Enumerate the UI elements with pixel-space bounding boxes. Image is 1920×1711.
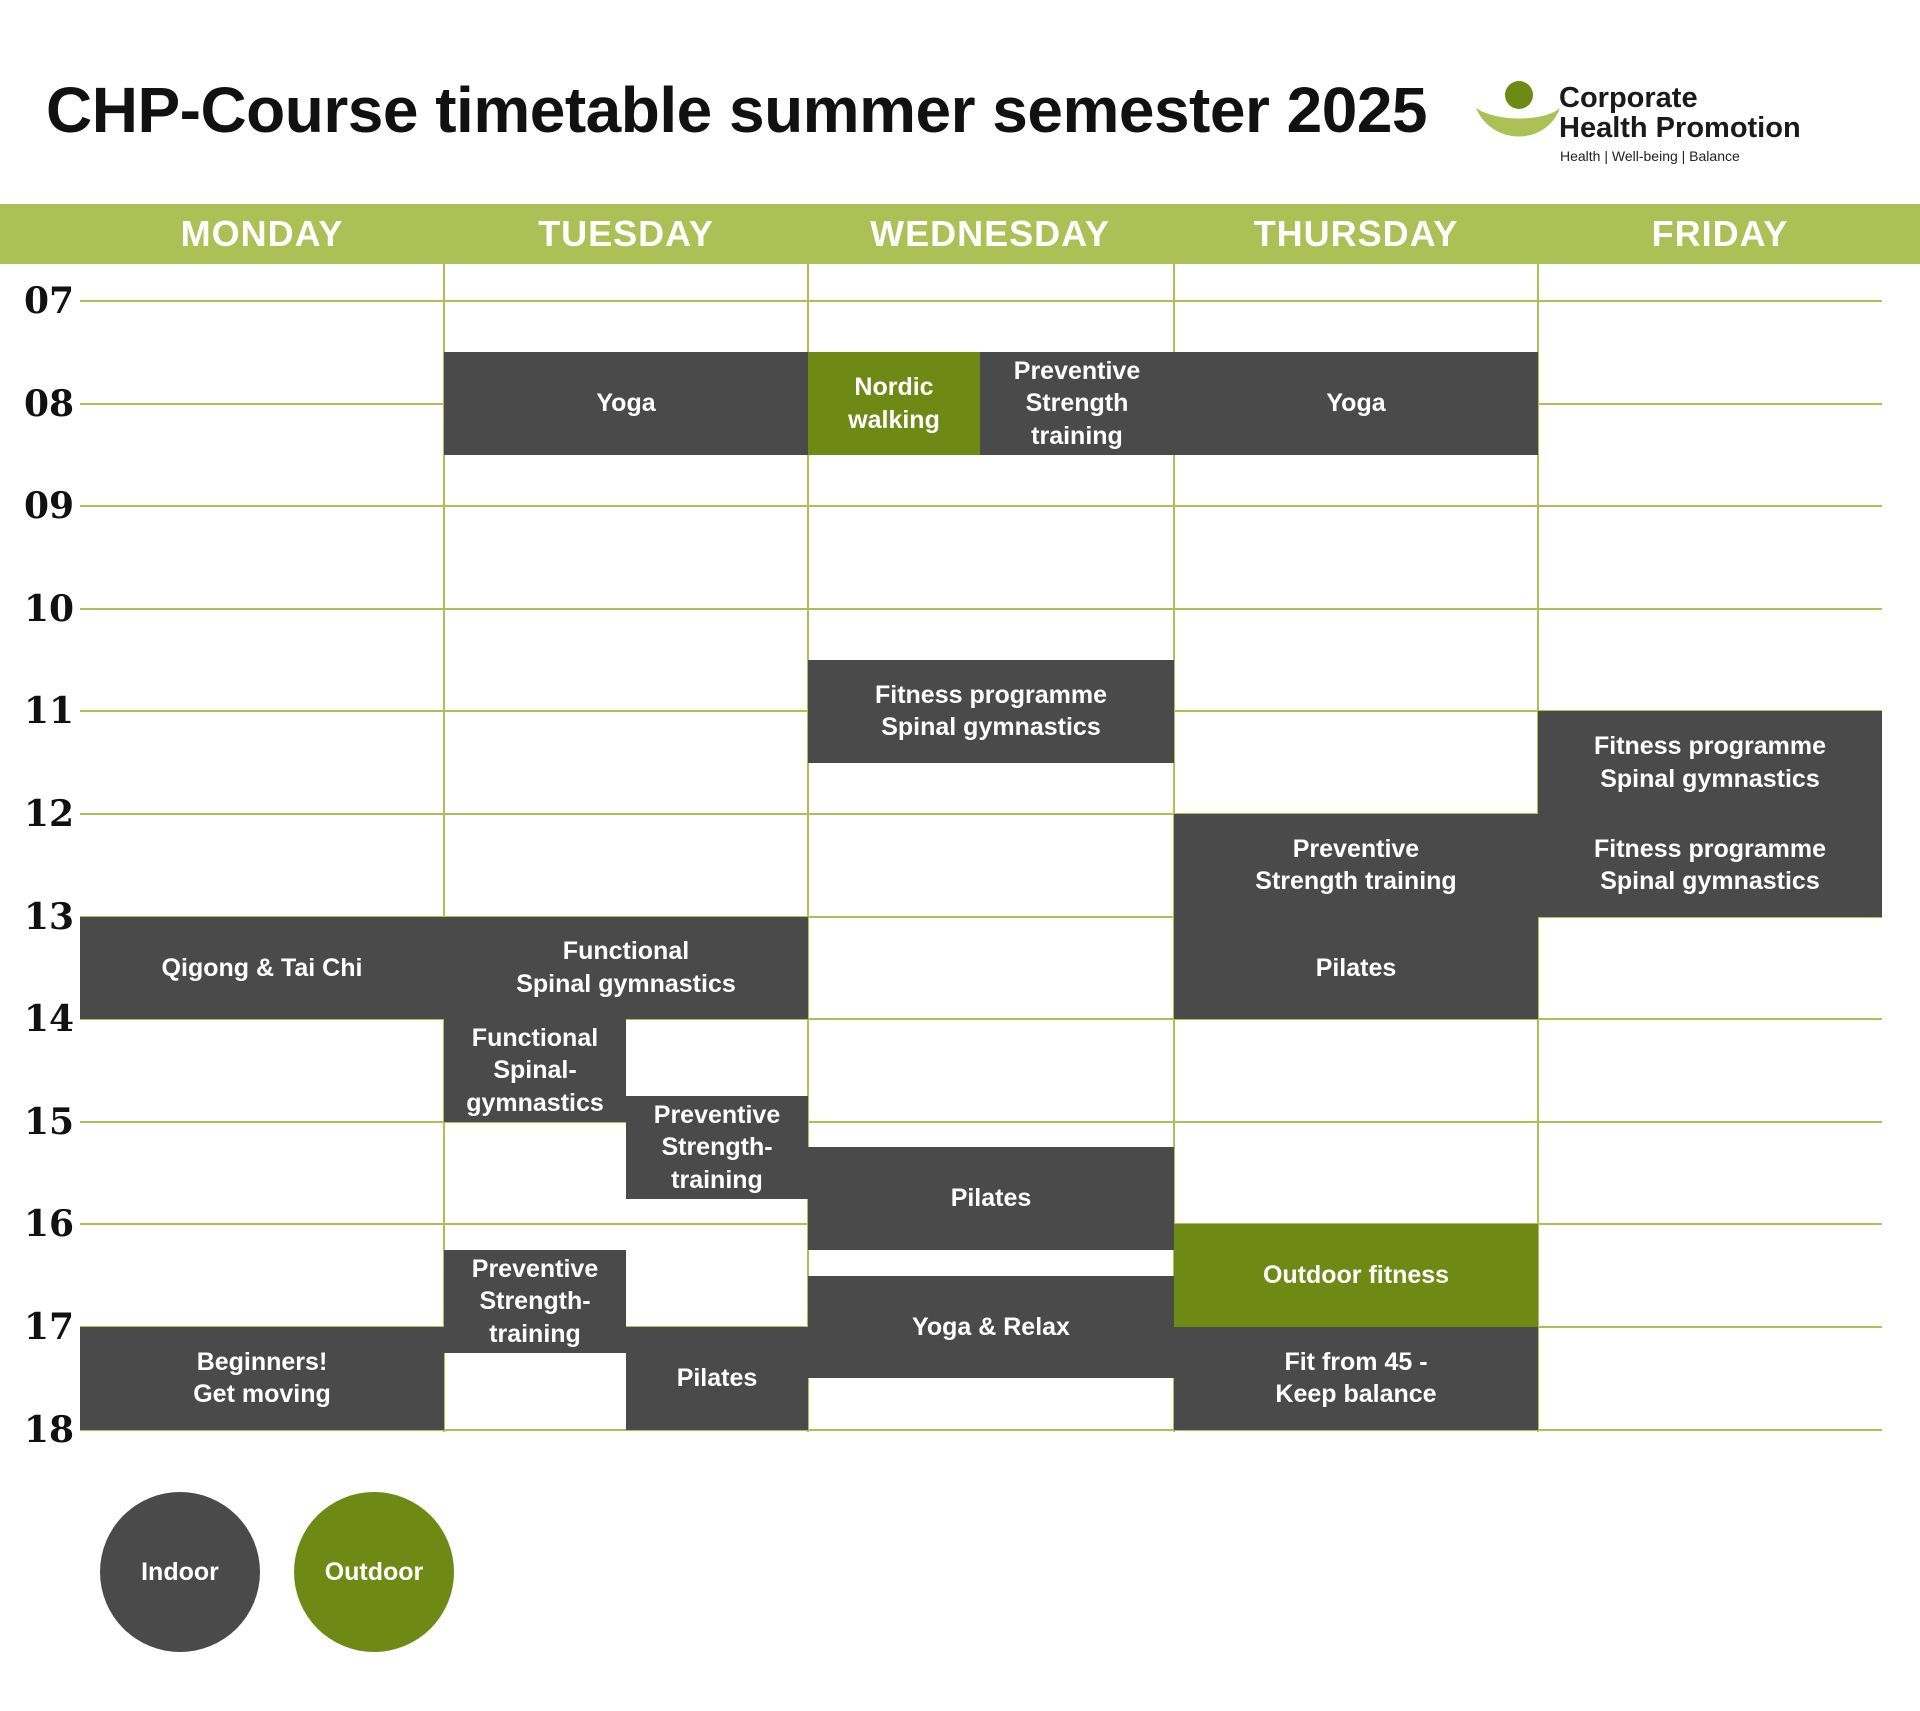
chp-logo-icon bbox=[1474, 78, 1564, 148]
course-block: Fit from 45 - Keep balance bbox=[1174, 1327, 1538, 1430]
hour-label: 11 bbox=[24, 690, 75, 733]
course-block: Nordic walking bbox=[808, 352, 980, 455]
logo-name-line1: Corporate bbox=[1559, 82, 1698, 114]
day-header-thursday: THURSDAY bbox=[1253, 213, 1459, 254]
course-block: Pilates bbox=[808, 1147, 1174, 1250]
hour-label: 18 bbox=[24, 1408, 75, 1451]
hour-label: 09 bbox=[24, 485, 75, 528]
day-header-wednesday: WEDNESDAY bbox=[870, 213, 1110, 254]
hour-label: 17 bbox=[24, 1306, 75, 1348]
course-block: Pilates bbox=[626, 1327, 808, 1430]
legend-indoor: Indoor bbox=[100, 1492, 260, 1652]
hour-label: 08 bbox=[24, 382, 75, 425]
course-block: Pilates bbox=[1174, 917, 1538, 1020]
course-block: Fitness programme Spinal gymnastics bbox=[1538, 711, 1882, 814]
hour-gridline bbox=[80, 1121, 1882, 1123]
course-block: Preventive Strength- training bbox=[626, 1096, 808, 1199]
weekday-header bbox=[0, 204, 1920, 264]
chp-logo bbox=[1474, 78, 1834, 168]
course-block: Qigong & Tai Chi bbox=[80, 917, 444, 1020]
day-header-friday: FRIDAY bbox=[1651, 213, 1789, 254]
day-header-tuesday: TUESDAY bbox=[538, 213, 714, 254]
course-block: Functional Spinal gymnastics bbox=[444, 917, 808, 1020]
course-block: Functional Spinal- gymnastics bbox=[444, 1019, 626, 1122]
logo-tagline: Health | Well-being | Balance bbox=[1560, 148, 1740, 164]
course-block: Yoga & Relax bbox=[808, 1276, 1174, 1379]
hour-gridline bbox=[80, 300, 1882, 302]
day-header-monday: MONDAY bbox=[180, 213, 344, 254]
hour-gridline bbox=[80, 505, 1882, 507]
hour-label: 13 bbox=[24, 895, 75, 938]
course-block: Fitness programme Spinal gymnastics bbox=[808, 660, 1174, 763]
page-title: CHP-Course timetable summer semester 2025 bbox=[46, 74, 1427, 146]
course-block: Beginners! Get moving bbox=[80, 1327, 444, 1430]
legend-outdoor: Outdoor bbox=[294, 1492, 454, 1652]
hour-gridline bbox=[80, 608, 1882, 610]
course-block: Fitness programme Spinal gymnastics bbox=[1538, 814, 1882, 917]
course-block: Yoga bbox=[1174, 352, 1538, 455]
course-block: Preventive Strength training bbox=[980, 352, 1174, 455]
course-block: Preventive Strength- training bbox=[444, 1250, 626, 1353]
logo-name-line2: Health Promotion bbox=[1559, 112, 1801, 144]
hour-label: 10 bbox=[24, 587, 75, 630]
hour-label: 16 bbox=[24, 1203, 75, 1246]
hour-label: 14 bbox=[24, 998, 75, 1041]
hour-label: 15 bbox=[24, 1100, 75, 1143]
course-block: Yoga bbox=[444, 352, 808, 455]
course-block: Preventive Strength training bbox=[1174, 814, 1538, 917]
hour-label: 07 bbox=[24, 280, 75, 322]
course-block: Outdoor fitness bbox=[1174, 1224, 1538, 1327]
hour-label: 12 bbox=[24, 793, 75, 835]
